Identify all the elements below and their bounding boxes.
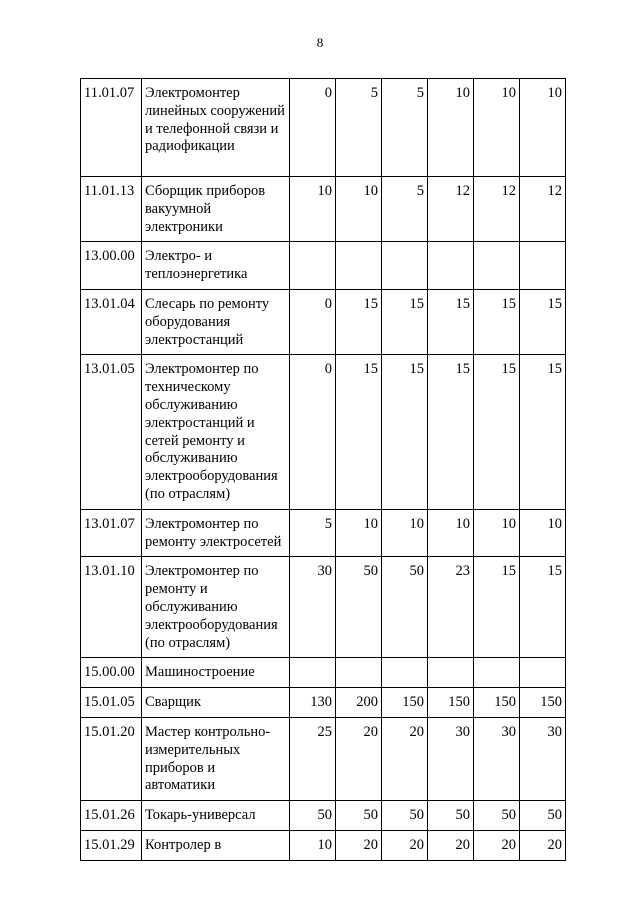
profession-code: 13.01.05	[81, 355, 142, 509]
value-cell	[474, 658, 520, 688]
profession-name: Контролер в	[142, 830, 290, 860]
section-name: Электро- и теплоэнергетика	[142, 242, 290, 290]
value-cell: 5	[382, 177, 428, 242]
profession-code: 13.01.04	[81, 289, 142, 354]
profession-code: 15.01.29	[81, 830, 142, 860]
value-cell: 30	[428, 717, 474, 800]
value-cell: 20	[428, 830, 474, 860]
value-cell: 50	[336, 557, 382, 658]
profession-code: 15.01.05	[81, 688, 142, 718]
value-cell: 50	[382, 801, 428, 831]
value-cell: 130	[290, 688, 336, 718]
value-cell: 10	[290, 177, 336, 242]
value-cell: 50	[428, 801, 474, 831]
value-cell: 20	[520, 830, 566, 860]
value-cell: 10	[428, 79, 474, 177]
value-cell: 5	[290, 509, 336, 557]
table-section-row	[81, 658, 566, 688]
value-cell	[382, 242, 428, 290]
page-number: 8	[316, 35, 324, 50]
value-cell: 10	[336, 177, 382, 242]
value-cell: 50	[336, 801, 382, 831]
value-cell	[520, 242, 566, 290]
profession-name: Электромонтер линейных сооружений и телефонной связи и радиофикации	[142, 79, 290, 177]
profession-name: Электромонтер по ремонту электросетей	[142, 509, 290, 557]
value-cell: 15	[382, 289, 428, 354]
value-cell	[336, 242, 382, 290]
table-row	[81, 688, 566, 718]
value-cell: 25	[290, 717, 336, 800]
table-row	[81, 79, 566, 177]
value-cell: 30	[474, 717, 520, 800]
value-cell: 15	[336, 289, 382, 354]
section-name: Машиностроение	[142, 658, 290, 688]
value-cell: 30	[290, 557, 336, 658]
table-row	[81, 509, 566, 557]
value-cell: 10	[474, 79, 520, 177]
value-cell: 20	[336, 717, 382, 800]
value-cell	[520, 658, 566, 688]
value-cell: 12	[520, 177, 566, 242]
value-cell	[290, 242, 336, 290]
value-cell: 50	[520, 801, 566, 831]
value-cell: 0	[290, 289, 336, 354]
value-cell: 50	[290, 801, 336, 831]
value-cell: 10	[290, 830, 336, 860]
value-cell: 10	[520, 79, 566, 177]
profession-code: 15.01.20	[81, 717, 142, 800]
value-cell: 10	[336, 509, 382, 557]
value-cell: 12	[474, 177, 520, 242]
value-cell: 0	[290, 79, 336, 177]
value-cell: 15	[428, 289, 474, 354]
value-cell: 20	[336, 830, 382, 860]
value-cell: 0	[290, 355, 336, 509]
value-cell: 15	[520, 355, 566, 509]
value-cell: 15	[336, 355, 382, 509]
value-cell: 150	[520, 688, 566, 718]
value-cell: 30	[520, 717, 566, 800]
profession-name: Электромонтер по техническому обслуживанию электростанций и сетей ремонту и обслуживанию электрооборудования (по отраслям)	[142, 355, 290, 509]
value-cell	[428, 242, 474, 290]
profession-name: Сборщик приборов вакуумной электроники	[142, 177, 290, 242]
value-cell: 15	[474, 557, 520, 658]
value-cell	[382, 658, 428, 688]
value-cell: 10	[382, 509, 428, 557]
value-cell: 10	[474, 509, 520, 557]
value-cell	[428, 658, 474, 688]
value-cell: 20	[382, 830, 428, 860]
value-cell: 15	[474, 289, 520, 354]
value-cell: 20	[382, 717, 428, 800]
value-cell: 10	[428, 509, 474, 557]
value-cell: 150	[428, 688, 474, 718]
value-cell: 12	[428, 177, 474, 242]
value-cell: 15	[382, 355, 428, 509]
table-section-row	[81, 242, 566, 290]
value-cell: 15	[520, 557, 566, 658]
value-cell: 50	[382, 557, 428, 658]
profession-name: Электромонтер по ремонту и обслуживанию электрооборудования (по отраслям)	[142, 557, 290, 658]
value-cell	[474, 242, 520, 290]
value-cell	[336, 658, 382, 688]
value-cell: 150	[382, 688, 428, 718]
value-cell: 5	[382, 79, 428, 177]
profession-code: 13.01.10	[81, 557, 142, 658]
value-cell: 15	[520, 289, 566, 354]
professions-table	[80, 78, 566, 861]
profession-code: 13.01.07	[81, 509, 142, 557]
section-code: 13.00.00	[81, 242, 142, 290]
table-row	[81, 557, 566, 658]
profession-name: Токарь-универсал	[142, 801, 290, 831]
value-cell: 50	[474, 801, 520, 831]
value-cell: 15	[428, 355, 474, 509]
profession-code: 15.01.26	[81, 801, 142, 831]
value-cell: 200	[336, 688, 382, 718]
value-cell: 23	[428, 557, 474, 658]
table-row	[81, 830, 566, 860]
value-cell: 20	[474, 830, 520, 860]
profession-name: Мастер контрольно-измерительных приборов и автоматики	[142, 717, 290, 800]
section-code: 15.00.00	[81, 658, 142, 688]
table-row	[81, 717, 566, 800]
profession-code: 11.01.13	[81, 177, 142, 242]
profession-name: Сварщик	[142, 688, 290, 718]
value-cell: 10	[520, 509, 566, 557]
value-cell: 150	[474, 688, 520, 718]
profession-code: 11.01.07	[81, 79, 142, 177]
table-row	[81, 177, 566, 242]
table-row	[81, 289, 566, 354]
value-cell: 5	[336, 79, 382, 177]
table-row	[81, 355, 566, 509]
value-cell: 15	[474, 355, 520, 509]
value-cell	[290, 658, 336, 688]
table-row	[81, 801, 566, 831]
profession-name: Слесарь по ремонту оборудования электростанций	[142, 289, 290, 354]
